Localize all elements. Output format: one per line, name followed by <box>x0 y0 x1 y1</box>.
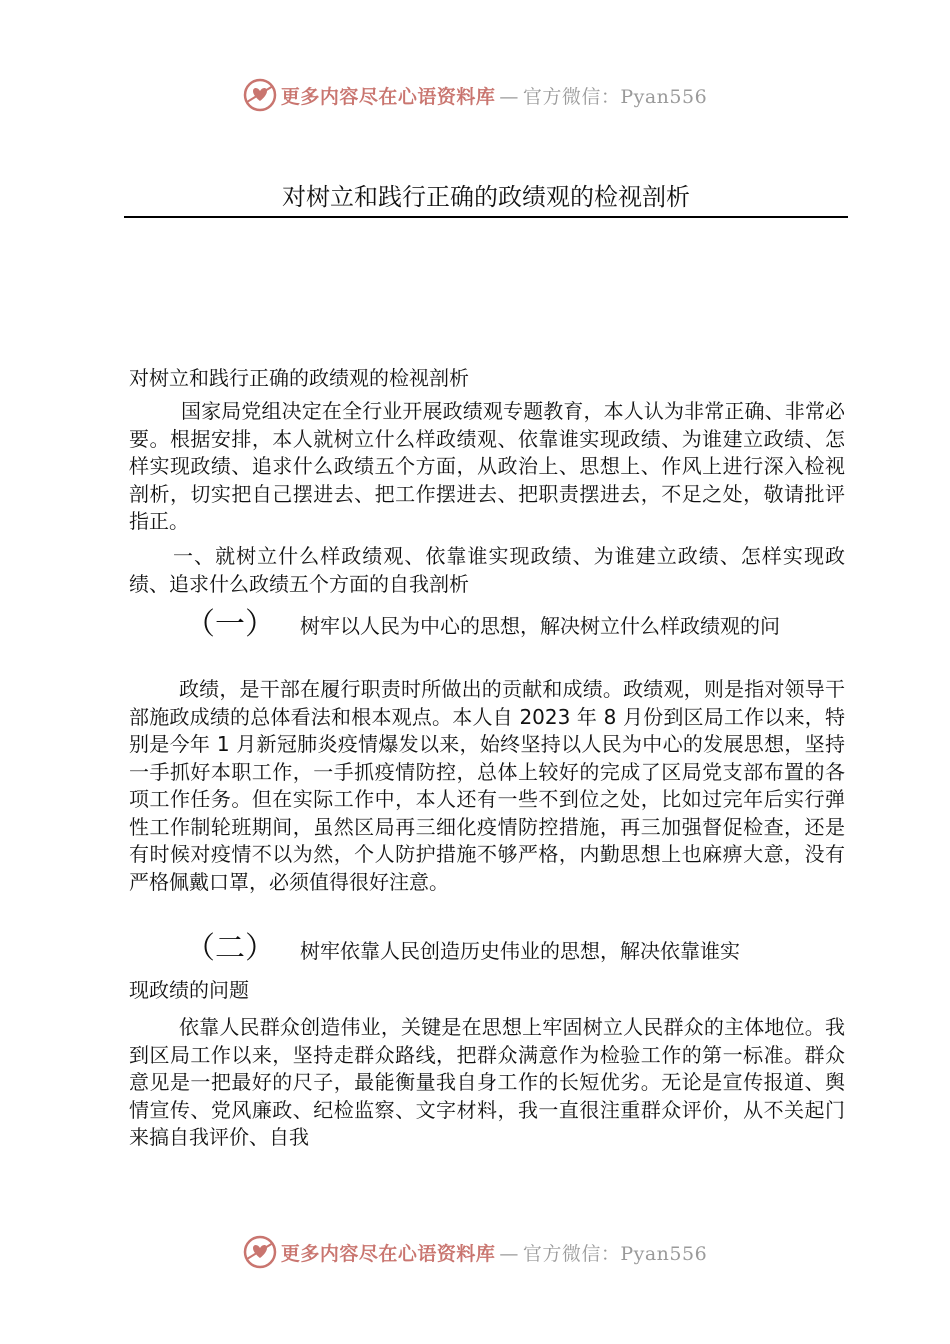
heart-ribbon-icon <box>243 1235 277 1269</box>
paragraph-2: 依靠人民群众创造伟业，关键是在思想上牢固树立人民群众的主体地位。我到区局工作以来，坚持走群众路线，把群众满意作为检验工作的第一标准。群众意见是一把最好的尺子，最能衡量我自身工作的长短优劣。无论是宣传报道、舆情宣传、党风廉政、纪检监察、文字材料，我一直很注重群众评价，从不关起门来搞自我评价、自我 <box>129 1015 845 1149</box>
subtitle-repeat: 对树立和践行正确的政绩观的检视剖析 <box>129 366 469 390</box>
watermark-separator: — <box>499 85 519 108</box>
subsection-title-2: 树牢依靠人民创造历史伟业的思想，解决依靠谁实 <box>300 939 740 963</box>
watermark-separator: — <box>499 1242 519 1265</box>
subsection-title-1: 树牢以人民为中心的思想，解决树立什么样政绩观的问 <box>300 614 780 638</box>
footer-watermark <box>0 1232 950 1272</box>
watermark-contact: 官方微信：Pyan556 <box>522 1242 708 1265</box>
watermark-brand: 更多内容尽在心语资料库 <box>280 85 496 108</box>
watermark-contact: 官方微信：Pyan556 <box>522 85 708 108</box>
section-heading-1: 一、就树立什么样政绩观、依靠谁实现政绩、为谁建立政绩、怎样实现政绩、追求什么政绩五个方面的自我剖析 <box>129 544 845 596</box>
subsection-number-2: （二） <box>185 931 275 966</box>
watermark-brand: 更多内容尽在心语资料库 <box>280 1242 496 1265</box>
header-watermark <box>0 75 950 115</box>
intro-paragraph: 国家局党组决定在全行业开展政绩观专题教育，本人认为非常正确、非常必要。根据安排，本人就树立什么样政绩观、依靠谁实现政绩、为谁建立政绩、怎样实现政绩、追求什么政绩五个方面，从政治上、思想上、作风上进行深入检视剖析，切实把自己摆进去、把工作摆进去、把职责摆进去，不足之处，敬请批评指正。 <box>129 399 845 533</box>
heart-ribbon-icon <box>243 78 277 112</box>
subsection-title-2-cont: 现政绩的问题 <box>129 978 249 1002</box>
title-underline <box>124 216 848 218</box>
paragraph-1: 政绩，是干部在履行职责时所做出的贡献和成绩。政绩观，则是指对领导干部施政成绩的总体看法和根本观点。本人自 2023 年 8 月份到区局工作以来，特别是今年 1 月新冠肺炎疫情爆发以来，始终坚持以人民为中心的发展思想，坚持一手抓好本职工作，一手抓疫情防控，总体上较好的完成了区局党支部布置的各项工作任务。但在实际工作中，本人还有一些不到位之处，比如过完年后实行弹性工作制轮班期间，虽然区局再三细化疫情防控措施，再三加强督促检查，还是有时候对疫情不以为然，个人防护措施不够严格，内勤思想上也麻痹大意，没有严格佩戴口罩，必须值得很好注意。 <box>129 677 845 894</box>
page-title: 对树立和践行正确的政绩观的检视剖析 <box>282 183 690 211</box>
subsection-number-1: （一） <box>185 607 275 642</box>
